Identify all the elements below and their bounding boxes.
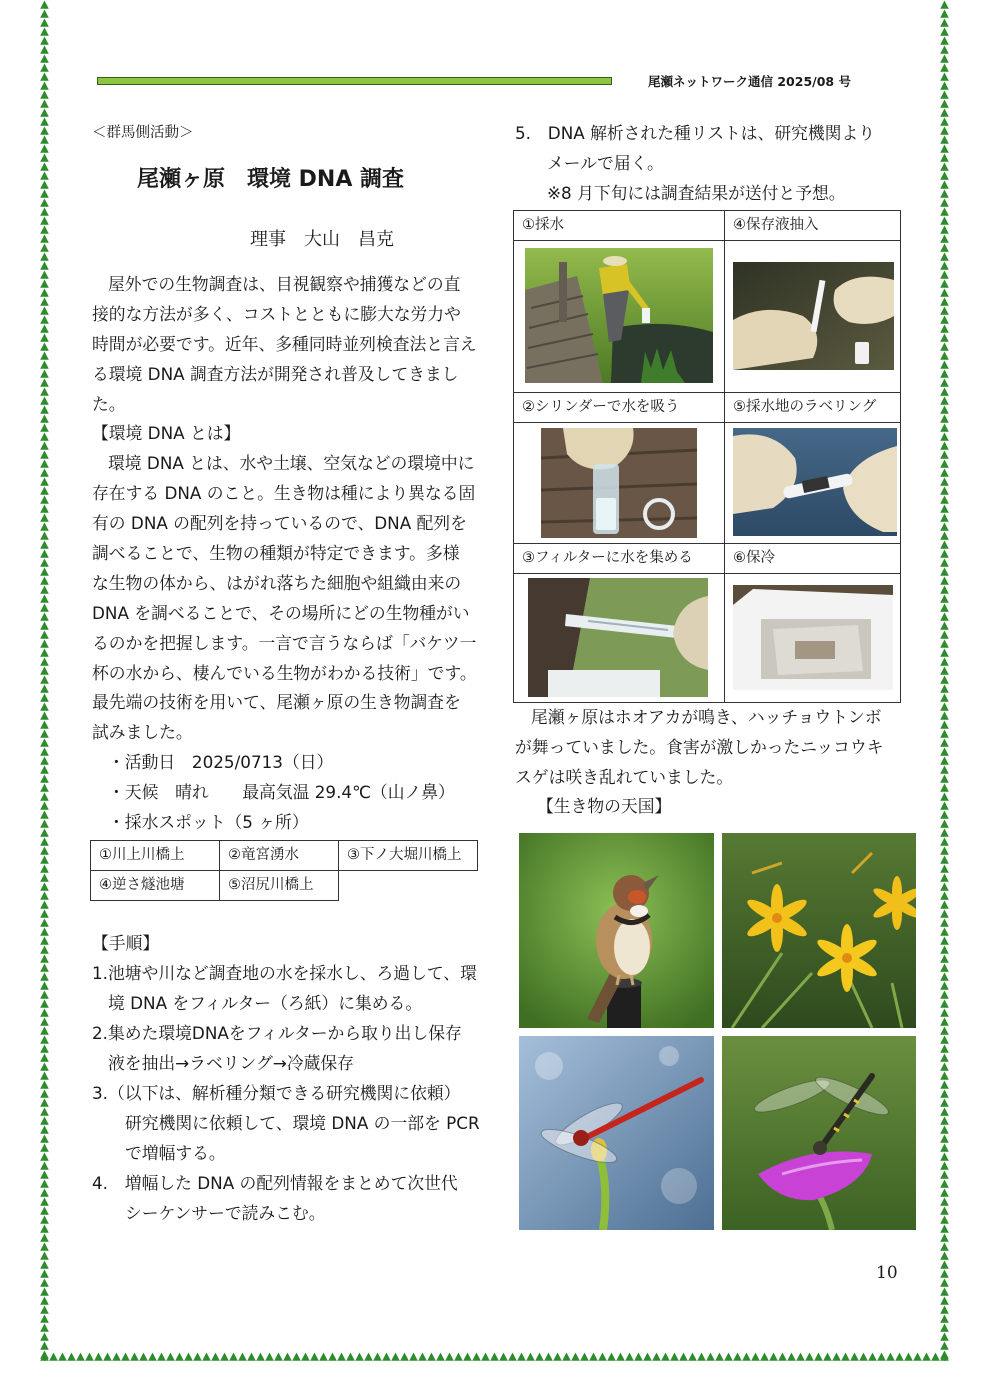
photo-bird (519, 833, 714, 1028)
paragraph-line: 尾瀬ヶ原はホオアカが鳴き、ハッチョウトンボ (531, 707, 882, 727)
paragraph-line: 有の DNA の配列を持っているので、DNA 配列を (92, 513, 467, 534)
article-author: 理事 大山 昌克 (250, 229, 394, 250)
procedure-section (92, 928, 482, 1228)
procedure-step-line: 2.集めた環境DNAをフィルターから取り出し保存 (92, 1023, 462, 1043)
procedure-step-line: で増幅する。 (125, 1143, 226, 1163)
photo-cylinder-water (541, 428, 697, 538)
photo-step-label: ④保存液抽入 (724, 210, 901, 241)
paragraph-line: 存在する DNA のこと。生き物は種により異なる固 (92, 483, 476, 504)
procedure-note: ※8 月下旬には調査結果が送付と予想。 (547, 183, 846, 203)
photo-step-label: ③フィルターに水を集める (513, 543, 725, 574)
photo-filter-collection (528, 578, 708, 697)
paragraph-line: 調べることで、生物の種類が特定できます。多様 (92, 543, 460, 564)
section-heading-procedure: 【手順】 (92, 933, 160, 953)
spot-cell: ④逆さ燧池塘 (90, 870, 220, 901)
paragraph-line: 時間が必要です。近年、多種同時並列検査法と言え (92, 333, 477, 354)
section-heading-gallery: 【生き物の天国】 (537, 796, 672, 817)
procedure-step-line: シーケンサーで読みこむ。 (125, 1203, 326, 1223)
paragraph-line: 環境 DNA とは、水や土壌、空気などの環境中に (108, 453, 475, 474)
spot-cell: ②竜宮湧水 (219, 840, 339, 871)
procedure-continued (515, 118, 900, 208)
spot-cell: ③下ノ大堀川橋上 (338, 840, 478, 871)
header-green-bar (97, 77, 612, 85)
article-title: 尾瀬ヶ原 環境 DNA 調査 (137, 167, 405, 192)
paragraph-line: 接的な方法が多く、コストとともに膨大な労力や (92, 303, 461, 324)
paragraph-line: るのかを把握します。一言で言うならば「バケツ一 (92, 632, 477, 653)
procedure-step-line: 液を抽出→ラベリング→冷蔵保存 (108, 1053, 354, 1073)
paragraph-line: た。 (92, 393, 126, 414)
photo-step-label: ①採水 (513, 210, 725, 241)
photo-step-label: ②シリンダーで水を吸う (513, 392, 725, 423)
closing-paragraph (515, 703, 905, 822)
section-heading-about: 【環境 DNA とは】 (92, 423, 241, 444)
photo-red-dragonfly (519, 1036, 714, 1230)
procedure-step-line: 4. 増幅した DNA の配列情報をまとめて次世代 (92, 1173, 458, 1193)
paragraph-line: スゲは咲き乱れていました。 (515, 766, 734, 787)
detail-sampling-spots: ・採水スポット（5 ヶ所） (108, 812, 309, 833)
newsletter-issue-label: 尾瀬ネットワーク通信 2025/08 号 (648, 74, 851, 89)
photo-preservation-liquid (733, 262, 894, 370)
procedure-step-line: 1.池塘や川など調査地の水を採水し、ろ過して、環 (92, 963, 477, 983)
paragraph-line: る環境 DNA 調査方法が開発され普及してきまし (92, 363, 459, 384)
paragraph-line: 最先端の技術を用いて、尾瀬ヶ原の生き物調査を (92, 692, 461, 713)
photo-cooler-box (733, 585, 893, 690)
section-tag: ＜群馬側活動＞ (92, 125, 194, 141)
procedure-step-line: 研究機関に依頼して、環境 DNA の一部を PCR (125, 1113, 480, 1133)
page-number: 10 (876, 1263, 898, 1283)
procedure-step-line: 境 DNA をフィルター（ろ紙）に集める。 (108, 993, 423, 1013)
photo-labeling (733, 428, 897, 536)
photo-step-label: ⑤採水地のラベリング (724, 392, 901, 423)
paragraph-line: な生物の体から、はがれ落ちた細胞や組織由来の (92, 572, 462, 593)
spot-cell: ①川上川橋上 (90, 840, 220, 871)
photo-water-sampling (525, 248, 713, 383)
procedure-step-line: 5. DNA 解析された種リストは、研究機関より (515, 123, 876, 143)
spot-cell: ⑤沼尻川橋上 (219, 870, 339, 901)
detail-activity-date: ・活動日 2025/0713（日） (108, 752, 334, 773)
photo-step-label: ⑥保冷 (724, 543, 901, 574)
procedure-step-line: 3.（以下は、解析種分類できる研究機関に依頼） (92, 1083, 461, 1103)
photo-yellow-lilies (722, 833, 916, 1028)
paragraph-line: 杯の水から、棲んでいる生物がわかる技術」です。 (92, 662, 477, 683)
paragraph-line: 屋外での生物調査は、目視観察や捕獲などの直 (108, 274, 461, 294)
procedure-step-line: メールで届く。 (547, 153, 664, 173)
paragraph-line: DNA を調べることで、その場所にどの生物種がい (92, 602, 470, 623)
paragraph-line: が舞っていました。食害が激しかったニッコウキ (515, 736, 884, 757)
photo-dragonfly-pink-flower (722, 1036, 916, 1230)
article-body-left (92, 270, 482, 838)
paragraph-line: 試みました。 (92, 722, 193, 743)
detail-weather: ・天候 晴れ 最高気温 29.4℃（山ノ鼻） (108, 782, 455, 803)
sampling-spots-table (90, 840, 478, 900)
